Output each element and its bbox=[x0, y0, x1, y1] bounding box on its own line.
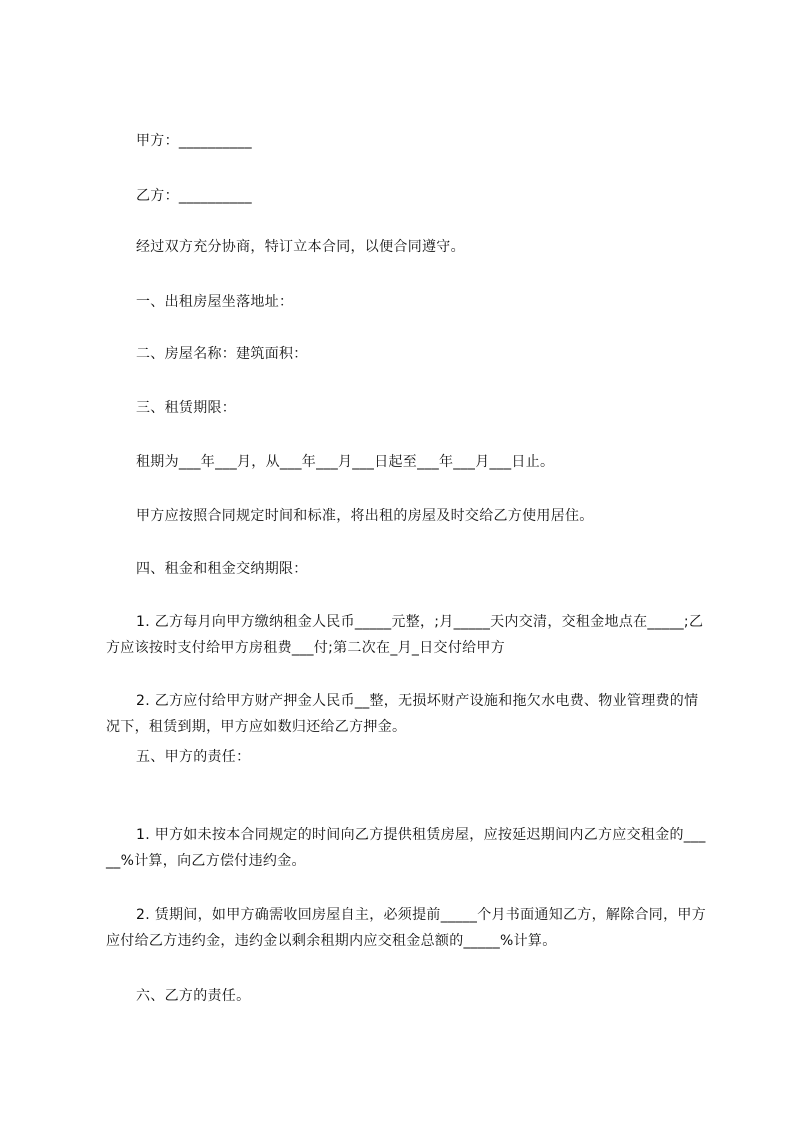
party-a-line: 甲方：__________ bbox=[136, 133, 252, 149]
delivery-clause: 甲方应按照合同规定时间和标准，将出租的房屋及时交给乙方使用居住。 bbox=[136, 508, 594, 524]
party-b-line: 乙方：__________ bbox=[136, 188, 252, 204]
party-a-delay-clause: 1. 甲方如未按本合同规定的时间向乙方提供租赁房屋，应按延迟期间内乙方应交租金的_____%计算，向乙方偿付违约金。 bbox=[106, 827, 706, 869]
deposit-clause: 2. 乙方应付给甲方财产押金人民币__整，无损坏财产设施和拖欠水电费、物业管理费的情况下，租赁到期，甲方应如数归还给乙方押金。 bbox=[106, 693, 699, 735]
section-4-heading: 四、租金和租金交纳期限： bbox=[136, 561, 308, 577]
section-1-heading: 一、出租房屋坐落地址： bbox=[136, 294, 294, 310]
early-termination-clause: 2. 赁期间，如甲方确需收回房屋自主，必须提前_____个月书面通知乙方，解除合同，甲方应付给乙方违约金，违约金以剩余租期内应交租金总额的_____%计算。 bbox=[106, 907, 707, 949]
section-3-heading: 三、租赁期限： bbox=[136, 400, 237, 416]
lease-term-line: 租期为___年___月，从___年___月___日起至___年___月___日止。 bbox=[136, 454, 555, 470]
rent-payment-clause: 1. 乙方每月向甲方缴纳租金人民币_____元整，;月_____天内交清，交租金地点在_____;乙方应该按时支付给甲方房租费___付;第二次在_月_日交付给甲方 bbox=[106, 614, 704, 656]
section-6-heading: 六、乙方的责任。 bbox=[136, 988, 251, 1004]
preamble: 经过双方充分协商，特订立本合同，以便合同遵守。 bbox=[136, 239, 465, 255]
section-5-heading: 五、甲方的责任： bbox=[136, 749, 251, 765]
section-2-heading: 二、房屋名称：建筑面积： bbox=[136, 346, 308, 362]
